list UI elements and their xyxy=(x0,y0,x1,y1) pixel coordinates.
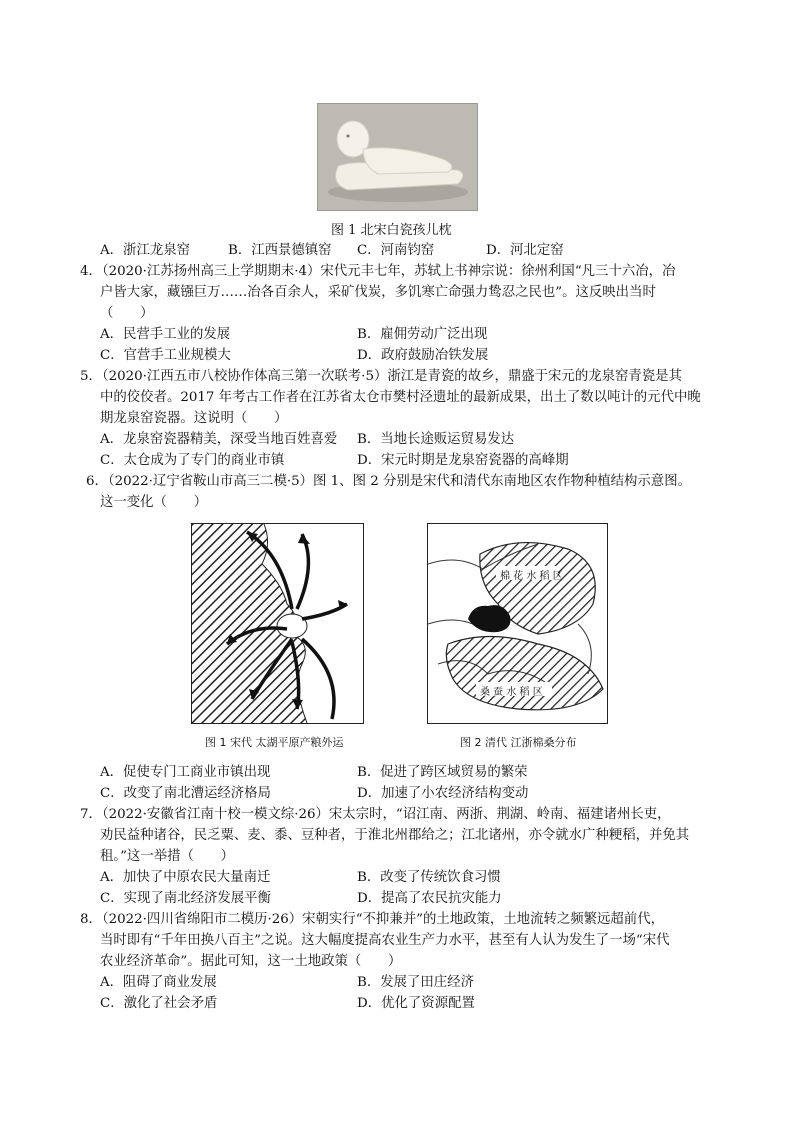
q6-option-a[interactable]: A．促使专门工商业市镇出现 xyxy=(100,765,271,780)
q4-option-a[interactable]: A．民营手工业的发展 xyxy=(100,327,231,342)
q7-option-d[interactable]: D．提高了农民抗灾能力 xyxy=(357,891,502,906)
photo-caption: 图 1 北宋白瓷孩儿枕 xyxy=(331,223,452,238)
q6-stem-line-1: 6．（2022·辽宁省鞍山市高三二模·5）图 1、图 2 分别是宋代和清代东南地区农作物种植结构示意图。 xyxy=(86,474,691,489)
q3-option-c[interactable]: C．河南钧窑 xyxy=(357,243,435,258)
q7-option-c[interactable]: C．实现了南北经济发展平衡 xyxy=(100,891,271,906)
q8-option-b[interactable]: B．发展了田庄经济 xyxy=(357,975,474,990)
q8-stem-line-1: 8．（2022·四川省绵阳市二模历·26）宋朝实行“不抑兼并”的土地政策，土地流转之频繁远超前代， xyxy=(80,912,664,927)
q5-option-a[interactable]: A．龙泉窑瓷器精美，深受当地百姓喜爱 xyxy=(100,432,338,447)
q4-stem-line-2: 户皆大家，藏镪巨万……冶各百余人，采矿伐炭，多饥寒亡命强力鸷忍之民也”。这反映出当时 xyxy=(100,285,656,300)
map2-caption: 图 2 清代 江浙棉桑分布 xyxy=(460,736,577,749)
q4-option-c[interactable]: C．官营手工业规模大 xyxy=(100,348,231,363)
q6-option-c[interactable]: C．改变了南北漕运经济格局 xyxy=(100,786,271,801)
q6-option-b[interactable]: B．促进了跨区域贸易的繁荣 xyxy=(357,765,528,780)
q8-option-d[interactable]: D．优化了资源配置 xyxy=(357,996,475,1011)
porcelain-pillow-photo xyxy=(317,103,478,211)
q7-stem-line-1: 7．（2022·安徽省江南十校一模文综·26）宋太宗时，“诏江南、两浙、荆湖、岭南、福建诸州长吏， xyxy=(80,807,671,822)
q5-option-c[interactable]: C．太仓成为了专门的商业市镇 xyxy=(100,453,285,468)
map1-caption: 图 1 宋代 太湖平原产粮外运 xyxy=(205,736,344,749)
map-song-grain-export xyxy=(191,523,364,724)
q7-option-b[interactable]: B．改变了传统饮食习惯 xyxy=(357,870,501,885)
q8-option-c[interactable]: C．激化了社会矛盾 xyxy=(100,996,218,1011)
q4-stem-line-3: （ ） xyxy=(100,306,154,321)
q5-stem-line-1: 5．（2020·江西五市八校协作体高三第一次联考·5）浙江是青瓷的故乡，鼎盛于宋元的龙泉窑青瓷是其 xyxy=(80,369,682,384)
q3-option-d[interactable]: D．河北定窑 xyxy=(486,243,564,258)
q3-option-a[interactable]: A．浙江龙泉窑 xyxy=(100,243,191,258)
q8-stem-line-2: 当时即有“千年田换八百主”之说。这大幅度提高农业生产力水平，甚至有人认为发生了一场“宋代 xyxy=(100,933,670,948)
q4-option-b[interactable]: B．雇佣劳动广泛出现 xyxy=(357,327,488,342)
sericulture-rice-zone-label: 桑 蚕 水 稻 区 xyxy=(480,687,543,698)
q7-stem-line-2: 劝民益种诸谷，民乏粟、麦、黍、豆种者，于淮北州郡给之；江北诸州，亦令就水广种粳稻，并免其 xyxy=(100,828,690,843)
q6-stem-line-2: 这一变化（ ） xyxy=(100,495,208,510)
q7-option-a[interactable]: A．加快了中原农民大量南迁 xyxy=(100,870,271,885)
q5-option-d[interactable]: D．宋元时期是龙泉窑瓷器的高峰期 xyxy=(357,453,569,468)
q7-stem-line-3: 租。”这一举措（ ） xyxy=(100,849,235,864)
q8-stem-line-3: 农业经济革命”。据此可知，这一土地政策（ ） xyxy=(100,954,402,969)
q5-option-b[interactable]: B．当地长途贩运贸易发达 xyxy=(357,432,515,447)
q8-option-a[interactable]: A．阻碍了商业发展 xyxy=(100,975,217,990)
q3-option-b[interactable]: B．江西景德镇窑 xyxy=(228,243,332,258)
map-qing-cotton-mulberry xyxy=(427,523,608,724)
q5-stem-line-2: 中的佼佼者。2017 年考古工作者在江苏省太仓市樊村泾遗址的最新成果，出土了数以吨计的元代中晚 xyxy=(100,390,701,405)
q4-option-d[interactable]: D．政府鼓励冶铁发展 xyxy=(357,348,489,363)
cotton-rice-zone-label: 棉 花 水 稻 区 xyxy=(500,571,563,582)
q6-option-d[interactable]: D．加速了小农经济结构变动 xyxy=(357,786,529,801)
q5-stem-line-3: 期龙泉窑瓷器。这说明（ ） xyxy=(100,411,288,426)
q4-stem-line-1: 4．（2020·江苏扬州高三上学期期末·4）宋代元丰七年，苏轼上书神宗说：徐州利国“凡三十六冶，冶 xyxy=(80,264,676,279)
